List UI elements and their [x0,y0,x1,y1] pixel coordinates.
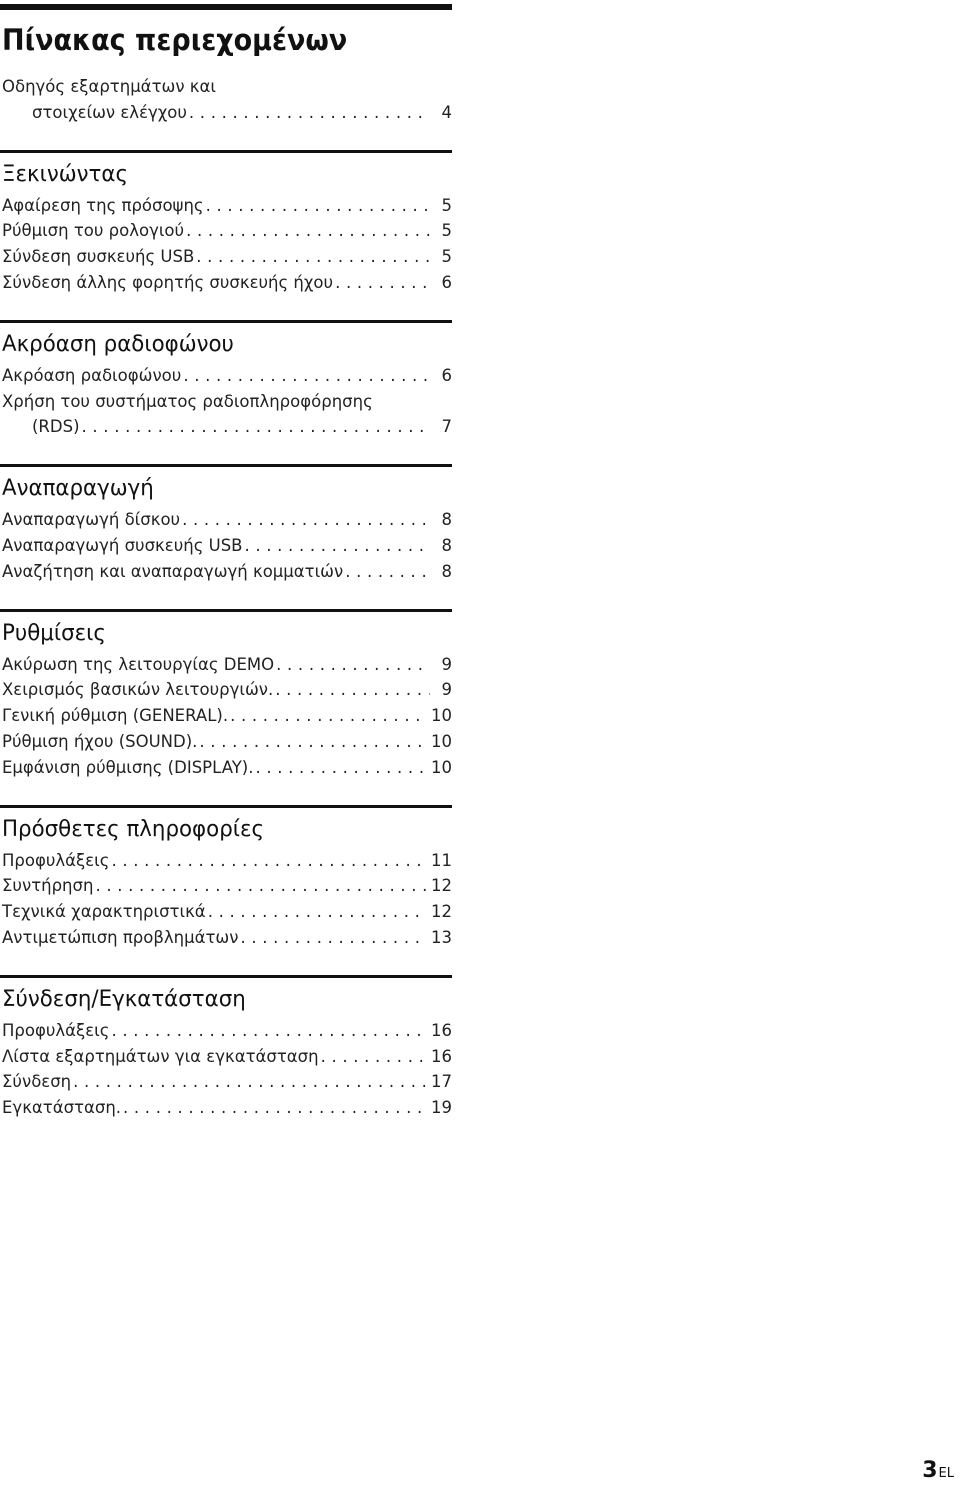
toc-entry[interactable] [2,1018,452,1044]
toc-entry[interactable] [2,1044,452,1070]
toc-entry[interactable] [2,1069,452,1095]
entry-page: 13 [431,927,452,947]
dot-leader [95,873,427,899]
entry-page: 10 [431,706,452,726]
entry-page: 16 [431,1020,452,1040]
entry-label: Αφαίρεση της πρόσοψης [2,195,204,215]
entry-page: 6 [441,272,452,292]
toc-entry[interactable] [2,270,452,296]
entry-label: Αναπαραγωγή συσκευής USB [2,535,243,555]
toc-entry[interactable] [2,507,452,533]
dot-leader [345,559,430,585]
table-of-contents [0,0,452,1121]
entry-label: Λίστα εξαρτημάτων για εγκατάσταση [2,1046,319,1066]
toc-entry[interactable] [2,848,452,874]
toc-entry[interactable] [2,925,452,951]
entry-page: 7 [441,417,452,437]
entry-page: 10 [431,731,452,751]
toc-entry[interactable] [2,244,452,270]
toc-section [0,126,452,296]
section-gap [0,781,452,805]
dot-leader [111,848,427,874]
dot-leader [276,652,430,678]
section-title: Πρόσθετες πληροφορίες [2,816,265,842]
dot-leader [189,100,430,126]
toc-entry[interactable] [2,363,452,389]
entry-label: Αντιμετώπιση προβλημάτων [2,927,239,947]
entry-label: Ρύθμιση του ρολογιού [2,221,185,241]
toc-section [0,951,452,1121]
dot-leader [111,1018,427,1044]
entry-label: Τεχνικά χαρακτηριστικά [2,902,206,922]
entry-page: 10 [431,757,452,777]
page-number [922,1458,954,1483]
dot-leader [230,703,427,729]
entry-label: Συντήρηση [2,876,94,896]
dot-leader [73,1069,427,1095]
toc-entry[interactable] [2,1095,452,1121]
page-title: Πίνακας περιεχομένων [2,23,348,57]
toc-entry[interactable] [2,559,452,585]
dot-leader [321,1044,427,1070]
page-number-suffix: EL [938,1466,954,1481]
dot-leader [182,507,430,533]
section-rule [0,464,452,467]
entry-page: 5 [441,195,452,215]
section-title: Ακρόαση ραδιοφώνου [2,331,234,357]
dot-leader [196,244,430,270]
entry-line2 [32,414,452,440]
entry-page: 12 [431,876,452,896]
section-gap [0,126,452,150]
toc-entry[interactable] [2,533,452,559]
section-title: Ρυθμίσεις [2,620,106,646]
dot-leader [186,218,430,244]
dot-leader [123,1095,427,1121]
entry-page: 6 [441,365,452,385]
toc-entry[interactable] [2,729,452,755]
section-title: Ξεκινώντας [2,161,128,187]
section-rule [0,150,452,153]
section-rule [0,975,452,978]
intro-entries [0,74,452,126]
section-gap [0,296,452,320]
toc-section [0,781,452,951]
entry-label: Σύνδεση συσκευής USB [2,247,195,267]
toc-section [0,440,452,584]
entry-page: 9 [441,654,452,674]
toc-entry[interactable] [0,74,452,126]
entry-label: Σύνδεση άλλης φορητής συσκευής ήχου [2,272,334,292]
entry-page: 12 [431,902,452,922]
section-gap [0,585,452,609]
entry-page: 8 [441,561,452,581]
section-title: Αναπαραγωγή [2,476,154,502]
section-rule [0,609,452,612]
section-gap [0,951,452,975]
entry-page: 11 [431,850,452,870]
entry-page: 19 [431,1098,452,1118]
entry-label: Ακύρωση της λειτουργίας DEMO [2,654,275,674]
entry-label: Αναπαραγωγή δίσκου [2,510,181,530]
toc-section [0,585,452,781]
dot-leader [255,755,427,781]
entry-label-line1: Χρήση του συστήματος ραδιοπληροφόρησης [2,391,373,411]
entry-label: Χειρισμός βασικών λειτουργιών. [2,680,274,700]
entry-label: Ακρόαση ραδιοφώνου [2,365,182,385]
dot-leader [183,363,430,389]
dot-leader [82,414,430,440]
toc-entry[interactable] [2,703,452,729]
dot-leader [208,899,427,925]
toc-entry[interactable] [2,218,452,244]
entry-line2 [32,100,452,126]
toc-entry[interactable] [2,899,452,925]
top-rule [0,4,452,10]
dot-leader [275,677,430,703]
entry-label: Προφυλάξεις [2,1020,110,1040]
entry-label: Προφυλάξεις [2,850,110,870]
toc-entry[interactable] [2,677,452,703]
entry-page: 4 [441,102,452,122]
toc-entry[interactable] [0,389,452,441]
dot-leader [240,925,427,951]
entry-page: 17 [431,1072,452,1092]
toc-entry[interactable] [2,193,452,219]
entry-label: Γενική ρύθμιση (GENERAL). [2,706,229,726]
section-rule [0,320,452,323]
toc-entry[interactable] [2,652,452,678]
entry-label: Εμφάνιση ρύθμισης (DISPLAY). [2,757,254,777]
entry-label-line2: (RDS) [32,417,80,437]
section-title: Σύνδεση/Εγκατάσταση [2,986,246,1012]
entry-page: 5 [441,221,452,241]
entry-label: Ρύθμιση ήχου (SOUND). [2,731,198,751]
entry-label: Αναζήτηση και αναπαραγωγή κομματιών [2,561,344,581]
toc-section [0,296,452,440]
entry-label-line2: στοιχείων ελέγχου [32,102,187,122]
dot-leader [206,193,430,219]
section-gap [0,440,452,464]
entry-page: 16 [431,1046,452,1066]
toc-entry[interactable] [2,873,452,899]
toc-entry[interactable] [2,755,452,781]
page-number-value: 3 [922,1458,938,1483]
entry-label: Σύνδεση [2,1072,72,1092]
entry-label: Εγκατάσταση. [2,1098,122,1118]
sections [0,126,452,1121]
entry-label-line1: Οδηγός εξαρτημάτων και [2,77,216,96]
dot-leader [245,533,431,559]
dot-leader [335,270,430,296]
entry-page: 8 [441,510,452,530]
dot-leader [199,729,427,755]
entry-page: 8 [441,535,452,555]
section-rule [0,805,452,808]
entry-page: 9 [441,680,452,700]
entry-page: 5 [441,247,452,267]
